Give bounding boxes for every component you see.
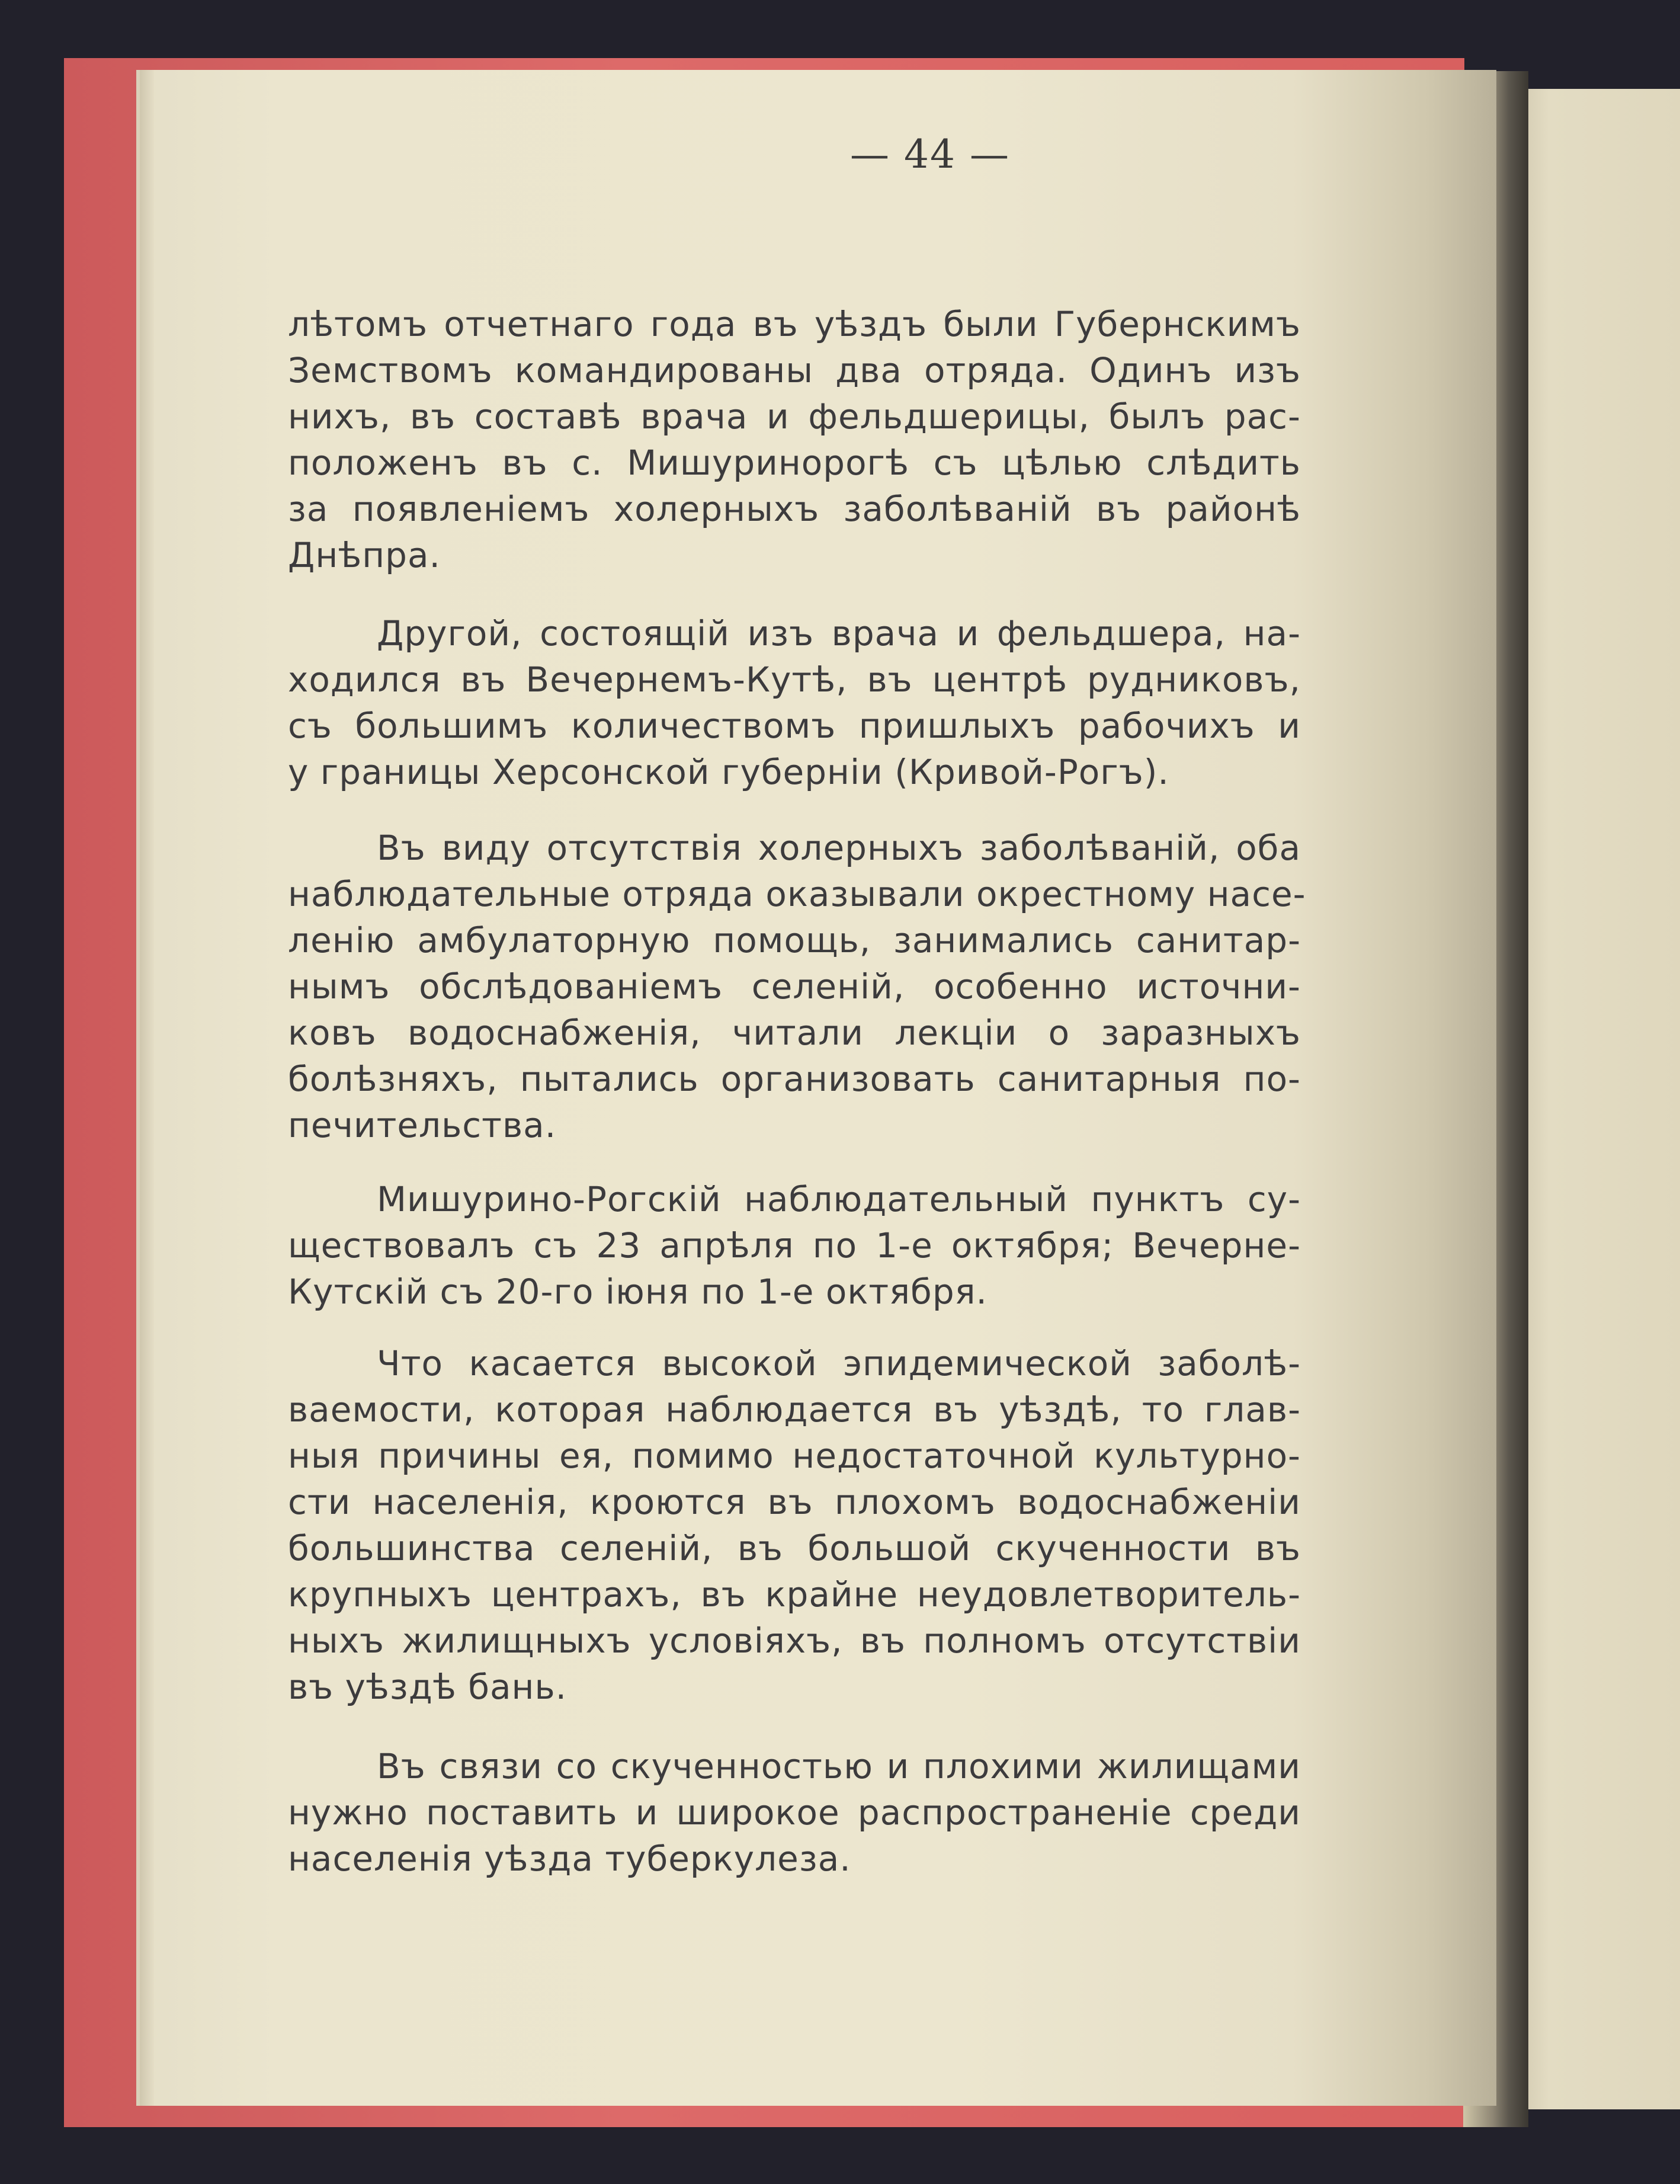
text-line: въ уѣздѣ бань. xyxy=(288,1667,568,1707)
text-line: нихъ, въ составѣ врача и фельдшерицы, былъ рас- xyxy=(288,396,1301,437)
text-line: нужно поставить и широкое распространеніе среди xyxy=(288,1792,1301,1833)
text-line: Въ связи со скученностью и плохими жилищами xyxy=(377,1746,1301,1786)
text-line: ковъ водоснабженія, читали лекціи о заразныхъ xyxy=(288,1013,1301,1053)
text-line: Мишурино-Рогскій наблюдательный пунктъ су- xyxy=(377,1179,1301,1219)
text-line: ществовалъ съ 23 апрѣля по 1-е октября; Вечерне- xyxy=(288,1225,1301,1266)
text-line: Днѣпра. xyxy=(288,535,441,575)
text-line: нымъ обслѣдованіемъ селеній, особенно источни- xyxy=(288,966,1301,1007)
text-line: Кутскій съ 20-го іюня по 1-е октября. xyxy=(288,1272,988,1312)
text-line: печительства. xyxy=(288,1105,557,1145)
text-line: за появленіемъ холерныхъ заболѣваній въ районѣ xyxy=(288,489,1301,529)
text-line: болѣзняхъ, пытались организовать санитарныя по- xyxy=(288,1059,1301,1099)
text-line: населенія уѣзда туберкулеза. xyxy=(288,1839,851,1879)
paragraph xyxy=(288,1743,1301,1882)
page-number: — 44 — xyxy=(850,132,1010,177)
text-line: съ большимъ количествомъ пришлыхъ рабочихъ и xyxy=(288,706,1301,746)
text-line: ныя причины ея, помимо недостаточной культурно- xyxy=(288,1436,1301,1476)
paragraph xyxy=(288,301,1301,578)
text-line: Земствомъ командированы два отряда. Одинъ изъ xyxy=(288,350,1301,390)
text-line: Другой, состоящій изъ врача и фельдшера, на- xyxy=(377,613,1301,654)
text-line: ваемости, которая наблюдается въ уѣздѣ, то глав- xyxy=(288,1389,1301,1430)
text-line: наблюдательные отряда оказывали окрестному насе- xyxy=(288,874,1306,914)
text-line: положенъ въ с. Мишуринорогѣ съ цѣлью слѣдить xyxy=(288,443,1301,483)
paragraph xyxy=(288,825,1306,1148)
text-line: Что касается высокой эпидемической заболѣ- xyxy=(377,1343,1301,1384)
text-line: сти населенія, кроются въ плохомъ водоснабженіи xyxy=(288,1482,1301,1522)
text-line: ленію амбулаторную помощь, занимались санитар- xyxy=(288,920,1301,960)
text-line: крупныхъ центрахъ, въ крайне неудовлетворитель- xyxy=(288,1574,1301,1615)
text-line: Въ виду отсутствія холерныхъ заболѣваній, оба xyxy=(377,828,1301,868)
text-line: ныхъ жилищныхъ условіяхъ, въ полномъ отсутствіи xyxy=(288,1621,1301,1661)
page-edge xyxy=(140,70,154,2106)
text-line: ходился въ Вечернемъ-Кутѣ, въ центрѣ рудниковъ, xyxy=(288,659,1301,700)
text-line: лѣтомъ отчетнаго года въ уѣздъ были Губернскимъ xyxy=(288,304,1301,344)
paragraph xyxy=(288,1340,1301,1710)
paragraph xyxy=(288,1176,1301,1315)
text-line: у границы Херсонской губерніи (Кривой-Рогъ). xyxy=(288,752,1169,792)
text-line: большинства селеній, въ большой скученности въ xyxy=(288,1528,1301,1568)
paragraph xyxy=(288,610,1301,795)
